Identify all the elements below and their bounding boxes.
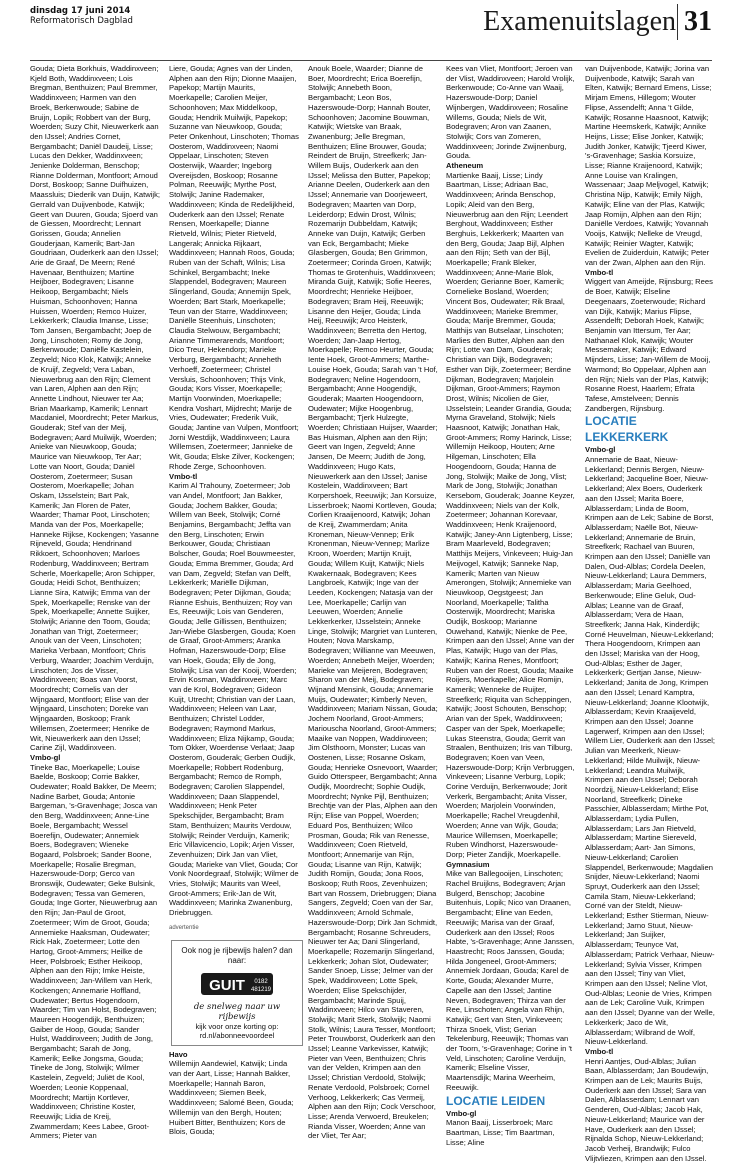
column-5 xyxy=(585,64,715,1163)
page-header xyxy=(30,4,712,60)
result-list: Karim Al Trahouny, Zoetermeer; Job van Andel, Montfoort; Jan Bakker, Gouda; Jochem Bakker, Gouda; Willem van Beek, Stolwijk; Corné Benjamins, Bergambacht; Jeffta van den Berg, Linschoten; Erwin Berkouwer, Gouda; Christiaan Bolscher, Gouda; Roel Bouwmeester, Gouda; Emma Bremmer, Gouda; Ard van Dam, Zegveld; Stefan van Delft, Lekkerkerk; Mariëlle Dijkman, Bodegraven; Peter Dijkman, Gouda; Rianne Eshuis, Benthuizen; Roy van Es, Reeuwijk; Lois van Genderen, Gouda; Jelle Gillissen, Benthuizen; Jan-Wiebe Glasbergen, Gouda; Koen de Graaf, Groot-Ammers; Aranka Hofman, Hazerswoude-Dorp; Elise van Hoek, Gouda; Elly de Jong, Stolwijk; Lisa van der Kooij, Woerden; Ervin Kosman, Waddinxveen; Marc van de Krol, Bodegraven; Gideon Kuijt, Utrecht; Christian van der Laan, Waddinxveen; Heleen van Laar, Benthuizen; Christel Lodder, Bodegraven; Raymond Markus, Waddinxveen; Eliza Nijkamp, Gouda; Tom Okker, Woerdense Verlaat; Jaap Oosterom, Gouderak; Gerben Oudijk, Moerkapelle; Robbert Rodenburg, Bergambacht; Remco de Romph, Bodegraven; Carolien Slappendel, Waddinxveen; Daan Slappendel, Waddinxveen; Henk Peter Spekschijder, Bergambacht; Bram Stam, Benthuizen; Maurits Verdouw, Stolwijk; Reinder Verduijn, Kamerik; Eric Villavicencio, Lopik; Arjen Visser, Zevenhuizen; Dirk Jan van Vliet, Gouda; Marieke van Vliet, Gouda; Cor Vonk Noordegraaf, Stolwijk; Wilmer de Vries, Stolwijk; Maurits van Weel, Groot-Ammers; Erik-Jan de Wit, Waddinxveen; Marinka Zwanenburg, Driebruggen. xyxy=(169,481,299,918)
result-list: Martienke Baaij, Lisse; Lindy Baartman, Lisse; Adriaan Bac, Waddinxveen; Arinda Benschop, Lopik; Aleid van den Berg, Nieuwerbrug aan den Rijn; Leendert Berghout, Waddinxveen; Esther Berghuis, Lekkerkerk; Maarten van den Berg, Gouda; Jaap Bijl, Alphen aan den Rijn; Seth van der Bijl, Moerkapelle; Frank Bleker, Waddinxveen; Anne-Marie Blok, Woerden; Gerianne Boer, Kamerik; Cornelieke Bosland, Woerden; Vincent Bos, Oudewater; Rik Braal, Waddinxveen; Marieke Bremmer, Gouda; Marije Bremmer, Gouda; Matthijs van Butselaar, Linschoten; Marlies den Butter, Alphen aan den Rijn; Lotte van Dam, Gouderak; Christian van Dijk, Bodegraven; Esther van Dijk, Zoetermeer; Berdine Dijkman, Bodegraven; Marjolein Dijkman, Groot-Ammers; Raymon Drost, Wilnis; Nicolien de Gier, IJsselstein; Leander Grandia, Gouda; Myrna Graveland, Stolwijk; Niels Haasnoot, Katwijk; Jonathan Hak, Groot-Ammers; Romy Harinck, Lisse; Willemijn Heikoop, Houten; Arne Hilgeman, Linschoten; Ella Hoogendoorn, Gouda; Hanna de Jong, Stolwijk; Maike de Jong, Vlist; Mark de Jong, Stolwijk; Jonathan Kersebom, Gouderak; Joanne Keyzer, Waddinxveen; Niels van der Kolk, Zoetermeer; Johannan Korevaar, Waddinxveen; Henk Kraijenoord, Katwijk; Janey-Ann Ligtenberg, Lisse; Bram Maarleveld, Bodegraven; Matthijs Meijers, Vinkeveen; Huig-Jan Meijvogel, Katwijk; Sanneke Nap, Kamerik; Marten van Nieuw Amerongen, Stolwijk; Annemieke van Nieuwkoop, Oegstgeest; Jan Noorland, Moerkapelle; Talitha Oosterwijk, Moordrecht; Mariska Oudijk, Boskoop; Marianne Ouwehand, Katwijk; Nienke de Pee, Krimpen aan den IJssel; Anne van der Plas, Katwijk; Hugo van der Plas, Katwijk; Karina Renes, Montfoort; Ruben van der Roest, Gouda; Maaike Roijers, Moerkapelle; Alice Romijn, Kamerik; Wenneke de Ruijter, Streefkerk; Riquita van Scheppingen, Katwijk; Joost Schouten, Benschop; Arian van der Spek, Waddinxveen; Casper van der Spek, Moerkapelle; Lukas Steenstra, Gouda; Gerrit van Straalen, Benthuizen; Iris van Tilburg, Bodegraven; Koen van Veen, Hazerswoude-Dorp; Krijn Verbruggen, Vinkeveen; Lisanne Verburg, Lopik; Corine Verduijn, Berkenwoude; Jorit Verkerk, Bergambacht; Anita Visser, Woerden; Marjolein Voorwinden, Moerkapelle; Rachel Vreugdenhil, Woerden; Anne van Wijk, Gouda; Maurice Willemsen, Moerkapelle; Ruben Windhorst, Hazerswoude-Dorp; Pieter Zandijk, Moerkapelle. xyxy=(446,170,575,859)
result-list: Willemijn Aandewiel, Katwijk; Linda van der Aart, Lisse; Hannah Bakker, Moerkapelle; Hannah Baron, Waddinxveen; Siemen Beek, Waddinxveen; Salomé Been, Gouda; Willemijn van den Bergh, Houten; Huibert Bitter, Benthuizen; Kors de Blois, Gouda; xyxy=(169,1059,294,1137)
column-2 xyxy=(169,64,299,1137)
level-heading: Vmbo-tl xyxy=(585,1046,614,1056)
issue-date: dinsdag 17 juni 2014 xyxy=(30,6,131,16)
result-list: Gouda; Dieta Borkhuis, Waddinxveen; Kjeld Both, Waddinxveen; Lois Bregman, Benthuizen; Paul Bremmer, Waddinxveen; Harmen van den Broek, Berkenwoude; Sabine de Bruijn, Lopik; Robbert van der Burg, Woerden; Suzy Chit, Nieuwerkerk aan den IJssel; Andries Cornet, Bergambacht; Daniël Daudeij, Lisse; Lucas den Dekker, Waddinxveen; Jenienke Dolderman, Benschop; Rianne Dolderman, Montfoort; Arnoud Dorst, Boskoop; Sanne Duifhuizen, Maassluis; Diederik van Duijn, Katwijk; Gerrald van Duijvenbode, Katwijk; Geert van Duuren, Gouda; Sjoerd van de Giessen, Moordrecht; Lennart Gorissen, Gouda; Annelien Gouderjaan, Kamerik; Bart-Jan Goudriaan, Ouderkerk aan den IJssel; Arie de Graaf, De Meern; René Havenaar, Benthuizen; Martine Heijboer, Bodegraven; Lisanne Heikoop, Bergambacht; Niels Huisman, Schoonhoven; Hanna Huissen, Woerden; Remco Huizer, Lekkerkerk; Claudia Imanse, Lisse; Tom Jansen, Bergambacht; Joep de Jong, Linschoten; Romy de Jong, Berkenwoude; Daniëlle Kastelein, Zegveld; Nico Klok, Katwijk; Anneke de Kruijf, Zegveld; Vera Laban, Nieuwerbrug aan den Rijn; Clement van Laren, Alphen aan den Rijn; Annette Lindhout, Nieuwer ter Aa; Brian Maarkamp, Kamerik; Lennart Macdaniel, Moordrecht; Peter Markus, Gouderak; Stef van der Meij, Bodegraven; Aard Muilwijk, Woerden; Anieke van Nieuwkoop, Gouda; Maurice van Nieuwkoop, Ter Aar; Lotte van Noort, Gouda; Daniël Oosterom, Zoetermeer; Susan Oosterom, Moerkapelle; Johan Oskam, IJsselstein; Bart Pak, Kamerik; Jan Floren de Pater, Waarder; Thamar Poot, Linschoten; Manda van der Pos, Moerkapelle; Hanneke Rijkse, Kockengen; Yasanne Rijneveld, Gouda; Hendrinand Rikkoert, Schoonhoven; Marloes Rodenburg, Waddinxveen; Bertram Scherle, Moerkapelle; Aron Schipper, Gouda; Heidi Schot, Benthuizen; Lianne Sira, Katwijk; Emma van der Spek, Moerkapelle; Renske van der Spek, Moerkapelle; Annette Suijker, Stolwijk; Arianne den Toom, Gouda; Jonathan van Trigt, Zoetermeer; Anouk van der Veen, Linschoten; Marieka Verbaan, Montfoort; Chris Verburg, Waarder; Joachim Verduijn, Linschoten; Jos de Visser, Waddinxveen; Boas van Voorst, Moordrecht; Cornelis van der Wijngaard, Montfoort; Elise van der Wijngaard, Linschoten; Doreke van Wijngaarden, Boskoop; Frank Willemsen, Zoetermeer; Henrike de Wit, Nieuwerkerk aan den IJssel; Carine Zijl, Waddinxveen. xyxy=(30,64,160,753)
column-3 xyxy=(308,64,438,1141)
location-heading: LOCATIE LEIDEN xyxy=(446,1093,546,1108)
level-heading: Gymnasium xyxy=(446,859,490,869)
result-list: Wiggert van Ameijde, Rijnsburg; Rees de Boer, Katwijk; Elseline Deegenaars, Zoeterwoude; Richard van Dijk, Katwijk; Marius Flipse, Assendelft; Deborah Hoek, Katwijk; Benjamin van Ittersum, Ter Aar; Nathanael Klok, Katwijk; Wouter Messemaker, Katwijk; Edward Mijnders, Lisse; Jan-Willem de Mooij, Warmond; Bo Oppelaar, Alphen aan den Rijn; Niels van der Plas, Katwijk; Rosanne Roest, Haarlem; Efrata Tafese, Amstelveen; Dennis Zandbergen, Rijnsburg. xyxy=(585,277,713,413)
logo-phone-number: 481219 xyxy=(250,986,272,993)
result-list: Anouk Boele, Waarder; Dianne de Boer, Moordrecht; Erica Boerefijn, Stolwijk; Annebeth Boon, Bergambacht; Leon Bos, Hazerswoude-Dorp; Hannah Bouter, Schoonhoven; Jacomine Bouwman, Katwijk; Wietske van Braak, Zwanenburg; Jelle Bregman, Benthuizen; Eline Brouwer, Gouda; Reindert de Bruijn, Streefkerk; Jan-Willem Buijs, Ouderkerk aan den IJssel; Melissa den Butter, Papekop; Arianne Deelen, Ouderkerk aan den IJssel; Annemarie van Doorjeweert, Bodegraven; Maarten van Dorp, Leiderdorp; Edwin Drost, Wilnis; Rozemarijn Dubbeldam, Katwijk; Anneke van Duijn, Katwijk; Gerben van Eck, Bergambacht; Mieke Glasbergen, Gouda; Ben Grimmon, Zoetermeer; Corinda Groen, Katwijk; Thomas te Grotenhuis, Waddinxveen; Miranda Guijt, Katwijk; Sofie Heeres, Moordrecht; Henrieke Heijboer, Bodegraven; Bram Heij, Reeuwijk; Lisanne den Heijer, Gouda; Linda Heij, Reeuwijk; Arco Heisterk, Waddinxveen; Berretta den Hertog, Woerden; Jan-Jaap Hertog, Moerkapelle; Remco Heurter, Gouda; Iente Hoek, Groot-Ammers; Marthe-Louise Hoek, Gouda; Sarah van 't Hof, Bodegraven; Neline Hogendoorn, Bergambacht; Anne Hoogendijk, Gouderak; Maarten Hoogendoorn, Oudewater; Mijke Hoogenbrug, Bergambacht; Tjerk Hulzegte, Woerden; Christiaan Huijser, Waarder; Bas Huisman, Alphen aan den Rijn; Geert van Ingen, Zegveld; Anne Jansen, De Meern; Judith de Jong, Waddinxveen; Hugo Kats, Nieuwerkerk aan den IJssel; Janise Kostelein, Waddinxveen; Bart Korpershoek, Reeuwijk; Jan Korsuize, Lisserbroek; Naomi Kortleven, Gouda; Corlien Kraaijenoord, Katwijk; Johan de Kreij, Zwammerdam; Anita Kroneman, Nieuw-Vennep; Erik Kronenman, Nieuw-Vennep; Marlize Kroon, Woerden; Martijn Kruijt, Gouda; Willem Kuijt, Katwijk; Niels Kwakernaak, Bodegraven; Kees Langbroek, Katwijk; Inge van der Leeden, Kockengen; Natasja van der Lee, Moerkapelle; Carlijn van Leeuwen, Woerden; Annelie Lekkerkerker, IJsselstein; Anneke Linge, Stolwijk; Margriet van Lunteren, Houten; Nova Marskamp, Bodegraven; Willianne van Meeuwen, Woerden; Annebeth Meijer, Woerden; Marieke van Meijeren, Bodegraven; Sharon van der Meij, Bodegraven; Wijnand Mensink, Gouda; Annemarie Muijs, Oudewater; Kimberly Neven, Waddinxveen; Mariam Nissan, Gouda; Jochem Noorland, Groot-Ammers; Mariouscha Noorland, Groot-Ammers; Maaike van Noppen, Waddinxveen; Jim Olsthoorn, Monster; Lucas van Oostenen, Lisse; Rosanne Oskam, Gouda; Henrieke Osnevoort, Waarder; Guido Otterspeer, Bergambacht; Anna Oudijk, Moordrecht; Sophie Oudijk, Moordrecht; Nynke Pijl, Benthuizen; Brechtje van der Plas, Alphen aan den Rijn; Elise van Poppel, Woerden; Eduard Pos, Benthuizen; Wilco Prosman, Gouda; Rik van Renesse, Waddinxveen; Coen Rietveld, Montfoort; Annemarije van Rijn, Gouda; Lisanne van Rijn, Katwijk; Judith Romijn, Gouda; Jona Roos, Boskoop; Ruth Roos, Zevenhuizen; Bart van Rossem, Driebruggen; Diana Sangers, Zegveld; Coen van der Sar, Waddinxveen; Arnold Schmale, Hazerswoude-Dorp; Dirk Jan Schmidt, Bergambacht; Rosanne Schreuders, Nieuwer ter Aa; Dani Slingerland, Moerkapelle; Rozemarijn Slingerland, Lekkerkerk; Johan Slot, Oudewater; Sander Snoep, Lisse; Jelmer van der Spek, Waddinxveen; Lotte Spek, Woerden; Elise Spekschijder, Bergambacht; Marinde Spuij, Waddinxveen; Hilco van Staveren, Stolwijk; Marit Sterk, Stolwijk; Naomi Stolk, Wilnis; Laura Tesser, Montfoort; Peter Trouwborst, Ouderkerk aan den IJssel; Leanne Varkevisser, Katwijk; Pieter van Veen, Benthuizen; Chris van der Velden, Krimpen aan den IJssel; Christian Verdoold, Stolwijk; Renate Verdoold, Polsbroek; Cornel Verhoog, Lekkerkerk; Cas Vermeij, Alphen aan den Rijn; Cock Verschoor, Lisse; Arenda Verwoerd, Breukelen; Rianda Visser, Woerden; Anne van der Vliet, Ter Aar; xyxy=(308,64,438,1141)
result-list: Kees van Vliet, Montfoort; Jeroen van der Vlist, Waddinxveen; Harold Vrolijk, Berkenwoude; Co-Anne van Waaij, Hazerswoude-Dorp; Daniel Wijnbergen, Waddinxveen; Rosaline Willems, Gouda; Niels de Wit, Bodegraven; Aron van Zaanen, Stolwijk; Cors van Zomeren, Waddinxveen; Jorinde Zwijnenburg, Gouda. xyxy=(446,64,575,161)
location-heading: LOCATIE LEKKERKERK xyxy=(585,414,669,445)
result-list: van Duijvenbode, Katwijk; Jorina van Duijvenbode, Katwijk; Sarah van Elten, Katwijk; Bernard Emens, Lisse; Mirjam Emens, Hillegom; Wouter Flipse, Assendelft; Anna 't Gilde, Katwijk; Rosanne Haasnoot, Katwijk; Martine Heemskerk, Katwijk; Annike Heijns, Lisse; Elise Jonker, Katwijk; Judith Jonker, Katwijk; Tjeerd Kiwer, 's-Gravenhage; Saskia Korsuize, Lisse; Rianne Kraijenoord, Katwijk; Anne Louise van Kralingen, Wassenaar; Jaap Meljvogel, Katwijk; Christina Nijp, Katwijk; Emily Nijgh, Katwijk; Eline van der Plas, Katwijk; Jaap Romijn, Alphen aan den Rijn; Daniëlle Verdoes, Katwijk; Yovannah Vooijs, Katwijk; Nelleke de Vreugd, Katwijk; Reinier Wagter, Katwijk; Evelien de Zuiderduin, Katwijk; Peter van der Zwan, Alphen aan den Rijn. xyxy=(585,64,712,268)
ad-headline: Ook nog je rijbewijs halen? dan naar: xyxy=(181,945,293,965)
logo-phone-area: 0182 xyxy=(254,978,268,985)
result-list: Mike van Ballegooijen, Linschoten; Rachel Bruijkns, Bodegraven; Arjan Bulgerd, Benschop; Jacobine Buitenhuis, Lopik; Nico van Draanen, Bergambacht; Eline van Eeden, Reeuwijk; Marisa van der Graaf, Ouderkerk aan den IJssel; Roos Habte, 's-Gravenhage; Anne Janssen, Haastrecht; Roos Janssen, Gouda; Hilda Jongeneel, Groot-Ammers; Annemiek Jordaan, Gouda; Karel de Korte, Gouda; Alexander Murre, Capelle aan den IJssel; Jantine Neven, Bodegraven; Thirza van der Ree, Linschoten; Angela van Rhijn, Katwijk; Gert van Sten, Vinkeveen; Thirza Snoek, Vlist; Gerian Tekelenburg, Reeuwijk; Thomas van der Toorn, 's-Gravenhage; Corine in 't Veld, Linschoten; Caroline Verduijn, Kamerik; Elseline Visser, Maartensdijk; Marina Weerheim, Reeuwijk. xyxy=(446,869,575,1092)
result-list: Manon Baaij, Lisserbroek; Marc Baartman, Lisse; Tim Baartman, Lisse; Aline xyxy=(446,1118,555,1147)
ad-discount-text: kijk voor onze korting op: xyxy=(195,1021,279,1031)
column-1 xyxy=(30,64,160,1141)
level-heading: Vmbo-gl xyxy=(446,1108,477,1118)
result-list: Tineke Bac, Moerkapelle; Louise Baelde, Boskoop; Corrie Bakker, Oudewater; Roald Bakker, De Meern; Nadine Barbet, Gouda; Antonie Bargeman, 's-Gravenhage; Josca van den Berg, Waddinxveen; Anne-Line Boele, Bergambacht; Wessel Boerefijn, Oudewater; Annemiek Boers, Bodegraven; Wieneke Bogaard, Polsbroek; Sander Boone, Moerkapelle; Rosalie Bregman, Hazerswoude-Dorp; Gerco van Bronswijk, Oudewater; Geke Bulsink, Bodegraven; Tessa van Gemeren, Gouda; Inge Gorter, Nieuwerbrug aan den Rijn; Jan-Paul de Groot, Zoetermeer; Wim de Groot, Gouda; Annemieke Haaksman, Oudewater; Rick Hak, Zoetermeer; Lotte den Hartog, Groot-Ammers; Heilke de Heer, Polsbroek; Esther Heikoop, Alphen aan den Rijn; Imke Heiste, Waddinxveen; Jan-Willem van Herk, Kockengen; Annemarie Hoffland, Oudewater; Bertus Hogendoorn, Waarder; Tim van Holst, Bodegraven; Maureen Hoogendijk, Benthuizen; Gaiber de Hoop, Gouda; Sander Hulst, Waddinxveen; Judith de Jong, Bergambacht; Sarah de Jong, Kamerik; Eelke Jongsma, Gouda; Tineke de Jong, Stolwijk; Wilmer Kastelein, Zegveld; Juliët de Kool, Woerden; Leonie Koppenaal, Moordrecht; Martijn Kortlever, Waddinxveen; Christine Koster, Reeuwijk; Lidia de Kreij, Zwammerdam; Kees Labee, Groot-Ammers; Pieter van xyxy=(30,762,158,1141)
level-heading: Vmbo-gl xyxy=(30,752,61,762)
column-4 xyxy=(446,64,576,1147)
newspaper-name: Reformatorisch Dagblad xyxy=(30,16,133,26)
ad-url-link[interactable]: rd.nl/abonneevoordeel xyxy=(199,1030,275,1040)
page-title: Examenuitslagen xyxy=(483,6,676,37)
result-list: Liere, Gouda; Agnes van der Linden, Alphen aan den Rijn; Dionne Maaijen, Papekop; Martijn Maurits, Moerkapelle; Carolien Meijer, Schoonhoven; Max Middelkoop, Gouda; Hendrik Muilwijk, Papekop; Suzanne van Nieuwkoop, Gouda; Peter Onkenhout, Linschoten; Thomas Oosterom, Waddinxveen; Naomi Oppelaar, Linschoten; Steven Oosterwijk, Waarder; Ingeborg Overeijsden, Boskoop; Rosanne Polman, Reeuwijk; Myrthe Post, Stolwijk; Janine Rademaker, Waddinxveen; Kinda de Redelijkheid, Ouderkerk aan den IJssel; Renate Rensen, Moerkapelle; Dianne Rietveld, Wilnis; Pieter Rietveld, Langerak; Annicka Rijkaart, Waddinxveen; Hannah Roos, Gouda; Ruben van der Schaft, Wilnis; Lisa Schinkel, Bergambacht; Ineke Slappendel, Bodegraven; Maureen Slingerland, Gouda; Annemijn Spek, Woerden; Bart Stark, Moerkapelle; Teun van der Starre, Waddinxveen; Daniëlle Steenhuis, Linschoten; Claudia Stelwouw, Bergambacht; Arianne Timmerarends, Montfoort; Dico Treur, Hekendorp; Marieke Verburg, Bergambacht; Anneheth Verhoeff, Zoetermeer; Christel Versluis, Schoonhoven; Thijs Vink, Gouda; Kors Visser, Moerkapelle; Martijn Voorwinden, Moerkapelle; Kendra Voshart, Mijdrecht; Marije de Vries, Oudewater; Frederik Vuik, Gouda; Jantine van Vulpen, Montfoort; Jorni Westdijk, Waddinxveen; Laura Willemsen, Zoetermeer; Jannieke de Wit, Gouda; Elske Zilver, Kockengen; Rhode Zerge, Schoonhoven. xyxy=(169,64,299,471)
ad-tagline: de snelweg naar uw rijbewijs xyxy=(193,1001,281,1022)
advertisement-label: advertentie xyxy=(169,924,199,931)
driving-school-logo xyxy=(197,970,277,998)
result-list: Annemarie de Baat, Nieuw-Lekkerland; Dennis Bergen, Nieuw-Lekkerland; Jacqueline Boer, Nieuw-Lekkerland; Alex Boers, Ouderkerk aan den IJssel; Marita Boere, Alblasserdam; Linda de Boom, Krimpen aan de Lek; Sabine de Borst, Alblasserdam; Naëlle Bot, Nieuw-Lekkerland; Annemarie de Bruin, Streefkerk; Rachael van Buuren, Krimpen aan den IJssel; Daniëlle van Dalen, Oud-Alblas; Cordela Deelen, Nieuw-Lekkerland; Laura Demmers, Alblasserdam; Maria Geelhoed, Berkenwoude; Eline Geluk, Oud-Alblas; Leanne van de Graaf, Alblasserdam; Vera de Haan, Streefkerk; Janna Hak, Kinderdijk; Corné Heuvelman, Nieuw-Lekkerland; Thera Hoogendoorn, Krimpen aan den IJssel; Mariska van der Hoog, Oud-Alblas; Esther de Jager, Lekkerkerk; Gertjan Janse, Nieuw-Lekkerland; Janita de Jong, Krimpen aan den IJssel; Lenard Kamptra, Nieuw-Lekkerland; Joanne Klootwijk, Alblasserdam; Kevin Kraaijeveld, Krimpen aan den IJssel; Joanne Lagerwerf, Krimpen aan den IJssel; Willem Lier, Ouderkerk aan den IJssel; Julian van Meerkerk, Nieuw-Lekkerland; Hilde Muilwijk, Nieuw-Lekkerland; Leandra Muilwijk, Krimpen aan den IJssel; Deborah Noordzij, Nieuw-Lekkerland; Elise Noorland, Streefkerk; Dineke Passchier, Alblasserdam; Mirthe Pot, Alblasserdam; Lydia Pullen, Alblasserdam; Lars Jan Rietveld, Alblasserdam; Martine Siereveld, Alblasserdam; Aart- Jan Simons, Nieuw-Lekkerland; Carolien Slappendel, Berkenwoude; Magdalien Snijder, Nieuw-Lekkerland; Naomi Spruyt, Ouderkerk aan den IJssel; Camila Stam, Nieuw-Lekkerland; Corné van der Steldt, Nieuw-Lekkerland; Esther Stierman, Nieuw-Lekkerland; Jarno Stuut, Nieuw-Lekkerland; Jan Suijker, Alblasserdam; Teunyce Vat, Alblasserdam; Patrick Verhaar, Nieuw-Lekkerland; Sylvia Visser, Krimpen aan den IJssel; Tiny van Vliet, Krimpen aan den IJssel; Neline Vlot, Oud-Alblas; Leonie de Vries, Krimpen aan de Lek; Caroline Vuik, Krimpen aan den IJssel; Dyanne van der Welle, Lekkerkerk; Jaco de Wit, Alblasserdam; Wilbrand de Wolf, Nieuw-Lekkerland. xyxy=(585,455,715,1047)
level-heading: Atheneum xyxy=(446,161,484,171)
page-number: 31 xyxy=(677,4,712,40)
header-rule xyxy=(30,60,712,61)
level-heading: Havo xyxy=(169,1049,188,1059)
car-logo-icon xyxy=(197,970,277,998)
level-heading: Vmbo-tl xyxy=(585,267,614,277)
level-heading: Vmbo-gl xyxy=(585,445,616,455)
advertisement[interactable] xyxy=(171,940,303,1046)
result-list: Henri Aantjes, Oud-Alblas; Julian Baan, Alblasserdam; Jan Boudewijn, Krimpen aan de Lek; Maurits Buijs, Ouderkerk aan den IJssel; Sara van Dalen, Alblasserdam; Lennart van Genderen, Oud-Alblas; Jacob Hak, Nieuw-Lekkerland; Maurice van der Have, Ouderkerk aan den IJssel; Rijnalda Schop, Nieuw-Lekkerland; Jacob Verheij, Brandwijk; Fulco Vlijtvliezen, Krimpen aan den IJssel. xyxy=(585,1056,709,1163)
logo-word: GUIT xyxy=(209,976,245,994)
level-heading: Vmbo-tl xyxy=(169,471,198,481)
article-columns xyxy=(30,64,718,1163)
